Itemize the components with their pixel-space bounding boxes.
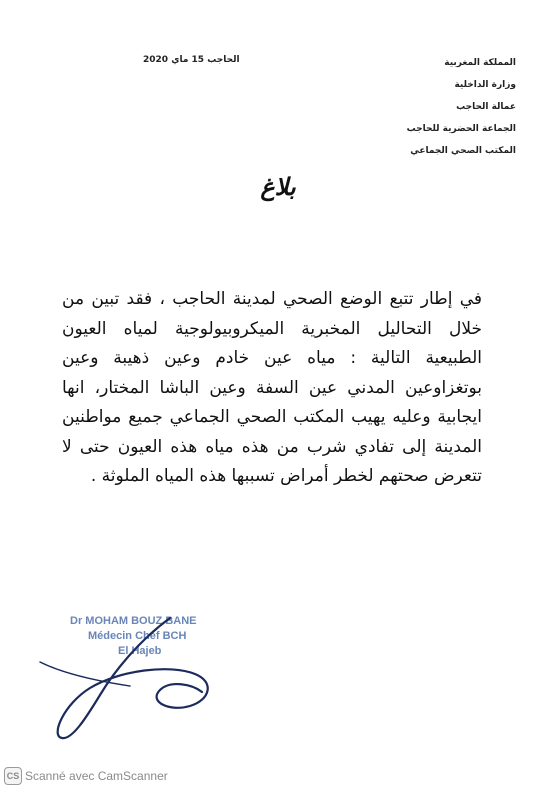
camscanner-logo-icon: CS	[4, 767, 22, 785]
letter-date: الحاجب 15 ماي 2020	[143, 55, 240, 65]
letterhead-health-office: المكتب الصحي الجماعي	[410, 146, 516, 156]
letterhead-kingdom: المملكة المغربية	[444, 58, 516, 68]
letterhead-ministry: وزارة الداخلية	[454, 80, 516, 90]
stamp-title: Médecin Chef BCH	[88, 630, 187, 642]
stamp-doctor-name: Dr MOHAM BOUZ BANE	[70, 615, 197, 627]
scanner-watermark	[4, 766, 168, 786]
announcement-body: في إطار تتبع الوضع الصحي لمدينة الحاجب ، فقد تبين من خلال التحاليل المخبرية الميكروبيولوجية لمياه العيون الطبيعية التالية : مياه عين خادم وعين ذهيبة وعين بوتغزاوعين المدني عين السفة وعين الباشا المختار، انها ايجابية وعليه يهيب المكتب الصحي الجماعي جميع مواطنين المدينة إلى تفادي شرب من هذه مياه هذه العيون حتى لا تتعرض صحتهم لخطر أمراض تسببها هذه المياه الملوثة .	[62, 289, 482, 486]
stamp-city: El Hajeb	[118, 645, 162, 657]
document-title: بلاغ	[260, 172, 296, 201]
handwritten-signature	[20, 600, 240, 750]
scanner-watermark-text: Scanné avec CamScanner	[25, 769, 168, 783]
letterhead-province: عمالة الحاجب	[456, 102, 516, 112]
letterhead	[407, 52, 516, 162]
letterhead-commune: الجماعة الحضرية للحاجب	[406, 124, 516, 134]
